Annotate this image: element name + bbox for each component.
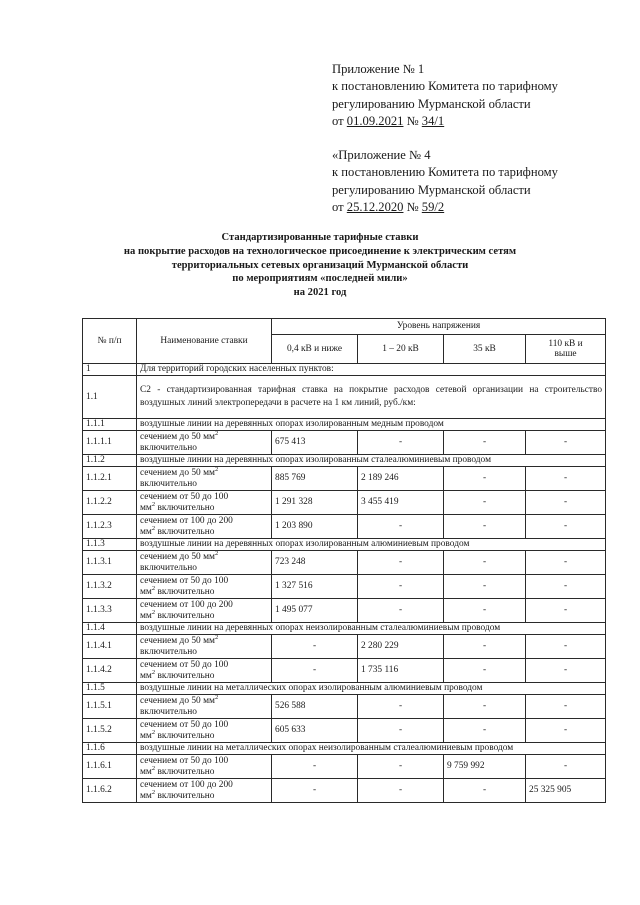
group-text: воздушные линии на деревянных опорах изолированным сталеалюминиевым проводом xyxy=(137,455,606,467)
row-name xyxy=(137,779,272,803)
superscript-2: 2 xyxy=(214,465,219,473)
table-row xyxy=(83,551,606,575)
table-row xyxy=(83,599,606,623)
rate-value-v1: 526 588 xyxy=(272,695,358,719)
row-name-part: включительно xyxy=(155,610,215,621)
title-line: территориальных сетевых организаций Мурманской области xyxy=(171,259,469,271)
row-num: 1.1.5.2 xyxy=(83,719,137,743)
group-num: 1.1.3 xyxy=(83,539,137,551)
rate-value-v4: - xyxy=(526,719,606,743)
header-v4 xyxy=(526,335,606,364)
rate-value-v1: 1 495 077 xyxy=(272,599,358,623)
rate-value-v3: - xyxy=(444,719,526,743)
appendix-line: Приложение № 1 xyxy=(332,62,425,76)
row-name-part: сечением от 50 до 100 xyxy=(140,720,229,731)
row-num: 1.1.5.1 xyxy=(83,695,137,719)
row-num: 1.1.3.3 xyxy=(83,599,137,623)
row-name-part: сечением до 50 мм xyxy=(140,552,215,563)
rate-value-v3: - xyxy=(444,551,526,575)
row-name-part: включительно xyxy=(155,586,215,597)
section-text: С2 - стандартизированная тарифная ставка на покрытие расходов сетевой организации на строительство воздушных линий электропередачи в расчете на 1 км линий, руб./км: xyxy=(137,376,606,419)
row-name xyxy=(137,635,272,659)
superscript-2: 2 xyxy=(151,608,156,616)
rate-value-v2: 2 280 229 xyxy=(358,635,444,659)
rate-value-v4: 25 325 905 xyxy=(526,779,606,803)
group-num: 1.1.2 xyxy=(83,455,137,467)
table-row xyxy=(83,719,606,743)
rate-value-v3: 9 759 992 xyxy=(444,755,526,779)
header-v2: 1 – 20 кВ xyxy=(358,335,444,364)
header-row xyxy=(83,319,606,335)
appendix-line: регулированию Мурманской области xyxy=(332,96,531,111)
table-row xyxy=(83,779,606,803)
group-text: воздушные линии на деревянных опорах изолированным медным проводом xyxy=(137,419,606,431)
rate-value-v4: - xyxy=(526,755,606,779)
header-v3: 35 кВ xyxy=(444,335,526,364)
superscript-2: 2 xyxy=(214,693,219,701)
row-name-part: мм xyxy=(140,730,152,741)
row-num: 1.1.6.2 xyxy=(83,779,137,803)
group-row xyxy=(83,623,606,635)
row-num: 1.1.2.2 xyxy=(83,491,137,515)
superscript-2: 2 xyxy=(151,728,156,736)
rate-value-v4: - xyxy=(526,695,606,719)
group-text: воздушные линии на металлических опорах изолированным алюминиевым проводом xyxy=(137,683,606,695)
rate-value-v4: - xyxy=(526,551,606,575)
rate-value-v2: 3 455 419 xyxy=(358,491,444,515)
row-name-part: сечением от 100 до 200 xyxy=(140,516,233,527)
appendix-date-line xyxy=(332,113,558,130)
rate-value-v1: 1 327 516 xyxy=(272,575,358,599)
superscript-2: 2 xyxy=(214,429,219,437)
row-name-part: включительно xyxy=(155,670,215,681)
rate-value-v2: - xyxy=(358,719,444,743)
rate-value-v4: - xyxy=(526,467,606,491)
rates-table-body xyxy=(83,319,606,803)
rate-value-v3: - xyxy=(444,599,526,623)
superscript-2: 2 xyxy=(151,524,156,532)
row-name-part: мм xyxy=(140,670,152,681)
group-row xyxy=(83,419,606,431)
rate-value-v4: - xyxy=(526,599,606,623)
table-row xyxy=(83,659,606,683)
group-row xyxy=(83,455,606,467)
superscript-2: 2 xyxy=(151,500,156,508)
appendix-date-line xyxy=(332,199,558,216)
superscript-2: 2 xyxy=(214,549,219,557)
group-num: 1.1.1 xyxy=(83,419,137,431)
header-v4-line: 110 кВ и xyxy=(548,338,583,349)
rate-value-v2: - xyxy=(358,515,444,539)
rate-value-v3: - xyxy=(444,659,526,683)
row-name-part: мм xyxy=(140,502,152,513)
rate-value-v3: - xyxy=(444,779,526,803)
rate-value-v1: 723 248 xyxy=(272,551,358,575)
rate-value-v1: 1 203 890 xyxy=(272,515,358,539)
appendix-line: регулированию Мурманской области xyxy=(332,182,531,197)
row-name-part: сечением до 50 мм xyxy=(140,432,215,443)
row-name-part: сечением от 50 до 100 xyxy=(140,576,229,587)
superscript-2: 2 xyxy=(151,584,156,592)
table-row xyxy=(83,491,606,515)
rate-value-v3: - xyxy=(444,467,526,491)
header-v1: 0,4 кВ и ниже xyxy=(272,335,358,364)
group-row xyxy=(83,683,606,695)
row-name-part: включительно xyxy=(140,562,197,573)
rate-value-v4: - xyxy=(526,659,606,683)
rate-value-v2: - xyxy=(358,431,444,455)
row-name-part: включительно xyxy=(155,790,215,801)
row-name-part: включительно xyxy=(140,646,197,657)
row-num: 1.1.6.1 xyxy=(83,755,137,779)
title-line: на покрытие расходов на технологическое присоединение к электрическим сетям xyxy=(123,245,517,257)
rate-value-v3: - xyxy=(444,515,526,539)
row-name-part: сечением до 50 мм xyxy=(140,636,215,647)
group-text: воздушные линии на деревянных опорах неизолированным сталеалюминиевым проводом xyxy=(137,623,606,635)
superscript-2: 2 xyxy=(214,633,219,641)
rate-value-v1: 605 633 xyxy=(272,719,358,743)
title-line: Стандартизированные тарифные ставки xyxy=(221,232,419,243)
section-row xyxy=(83,376,606,419)
row-name-part: включительно xyxy=(155,502,215,513)
table-row xyxy=(83,515,606,539)
superscript-2: 2 xyxy=(151,668,156,676)
row-name-part: мм xyxy=(140,586,152,597)
header-voltage-group: Уровень напряжения xyxy=(272,319,606,335)
section-num: 1.1 xyxy=(83,376,137,419)
appendix-num-sign: № xyxy=(403,200,422,215)
rate-value-v3: - xyxy=(444,575,526,599)
row-name-part: сечением от 50 до 100 xyxy=(140,660,229,671)
title-line: на 2021 год xyxy=(293,287,347,299)
rate-value-v4: - xyxy=(526,515,606,539)
rate-value-v1: 885 769 xyxy=(272,467,358,491)
group-text: воздушные линии на металлических опорах неизолированным сталеалюминиевым проводом xyxy=(137,743,606,755)
row-name-part: включительно xyxy=(140,442,197,453)
row-num: 1.1.1.1 xyxy=(83,431,137,455)
table-row xyxy=(83,635,606,659)
row-name-part: включительно xyxy=(155,730,215,741)
appendix-prefix: от xyxy=(332,114,347,129)
row-name-part: сечением от 100 до 200 xyxy=(140,780,233,791)
rate-value-v4: - xyxy=(526,635,606,659)
rate-value-v4: - xyxy=(526,575,606,599)
row-name xyxy=(137,755,272,779)
section-row xyxy=(83,364,606,376)
document-title xyxy=(70,231,570,300)
rate-value-v1: - xyxy=(272,755,358,779)
row-name xyxy=(137,719,272,743)
appendix-number: 59/2 xyxy=(421,200,445,215)
rate-value-v1: - xyxy=(272,659,358,683)
row-name-part: включительно xyxy=(155,766,215,777)
appendix-date: 25.12.2020 xyxy=(346,200,404,215)
rate-value-v2: - xyxy=(358,575,444,599)
rate-value-v2: - xyxy=(358,755,444,779)
appendix-date: 01.09.2021 xyxy=(346,114,404,129)
row-name-part: сечением до 50 мм xyxy=(140,696,215,707)
row-name-part: включительно xyxy=(140,706,197,717)
rate-value-v1: - xyxy=(272,635,358,659)
section-text: Для территорий городских населенных пунктов: xyxy=(137,364,606,376)
row-num: 1.1.3.2 xyxy=(83,575,137,599)
row-name-part: мм xyxy=(140,766,152,777)
table-row xyxy=(83,431,606,455)
group-num: 1.1.6 xyxy=(83,743,137,755)
appendix-previous xyxy=(332,147,558,217)
row-num: 1.1.3.1 xyxy=(83,551,137,575)
row-name xyxy=(137,515,272,539)
rate-value-v4: - xyxy=(526,491,606,515)
group-text: воздушные линии на деревянных опорах изолированным алюминиевым проводом xyxy=(137,539,606,551)
group-row xyxy=(83,539,606,551)
row-name xyxy=(137,599,272,623)
group-num: 1.1.4 xyxy=(83,623,137,635)
rates-table xyxy=(82,318,606,803)
rate-value-v2: 1 735 116 xyxy=(358,659,444,683)
row-name xyxy=(137,575,272,599)
row-name xyxy=(137,467,272,491)
rate-value-v2: - xyxy=(358,551,444,575)
group-row xyxy=(83,743,606,755)
row-name-part: сечением от 50 до 100 xyxy=(140,756,229,767)
table-row xyxy=(83,755,606,779)
row-name xyxy=(137,491,272,515)
row-num: 1.1.2.3 xyxy=(83,515,137,539)
rate-value-v1: - xyxy=(272,779,358,803)
row-name-part: сечением от 100 до 200 xyxy=(140,600,233,611)
row-name-part: включительно xyxy=(155,526,215,537)
group-num: 1.1.5 xyxy=(83,683,137,695)
appendix-prefix: от xyxy=(332,200,347,215)
header-v4-line: выше xyxy=(554,349,577,359)
row-name-part: сечением до 50 мм xyxy=(140,468,215,479)
rate-value-v1: 675 413 xyxy=(272,431,358,455)
table-row xyxy=(83,695,606,719)
rate-value-v2: - xyxy=(358,695,444,719)
header-num: № п/п xyxy=(83,319,137,364)
appendix-number: 34/1 xyxy=(421,114,445,129)
row-name-part: сечением от 50 до 100 xyxy=(140,492,229,503)
appendix-line: «Приложение № 4 xyxy=(332,148,431,162)
table-row xyxy=(83,575,606,599)
rate-value-v2: - xyxy=(358,599,444,623)
section-num: 1 xyxy=(83,364,137,376)
appendix-line: к постановлению Комитета по тарифному xyxy=(332,79,558,94)
rate-value-v3: - xyxy=(444,695,526,719)
rate-value-v3: - xyxy=(444,635,526,659)
row-name xyxy=(137,551,272,575)
header-name: Наименование ставки xyxy=(137,319,272,364)
row-num: 1.1.2.1 xyxy=(83,467,137,491)
rate-value-v2: 2 189 246 xyxy=(358,467,444,491)
superscript-2: 2 xyxy=(151,764,156,772)
row-num: 1.1.4.1 xyxy=(83,635,137,659)
title-line: по мероприятиям «последней мили» xyxy=(232,273,408,285)
row-name-part: мм xyxy=(140,790,152,801)
rate-value-v3: - xyxy=(444,431,526,455)
rate-value-v2: - xyxy=(358,779,444,803)
row-name-part: мм xyxy=(140,610,152,621)
rate-value-v1: 1 291 328 xyxy=(272,491,358,515)
row-name xyxy=(137,659,272,683)
superscript-2: 2 xyxy=(151,788,156,796)
row-name-part: мм xyxy=(140,526,152,537)
rate-value-v3: - xyxy=(444,491,526,515)
table-row xyxy=(83,467,606,491)
row-num: 1.1.4.2 xyxy=(83,659,137,683)
rate-value-v4: - xyxy=(526,431,606,455)
appendix-num-sign: № xyxy=(403,114,422,129)
appendix-current xyxy=(332,61,558,131)
row-name xyxy=(137,695,272,719)
row-name-part: включительно xyxy=(140,478,197,489)
appendix-line: к постановлению Комитета по тарифному xyxy=(332,165,558,180)
row-name xyxy=(137,431,272,455)
